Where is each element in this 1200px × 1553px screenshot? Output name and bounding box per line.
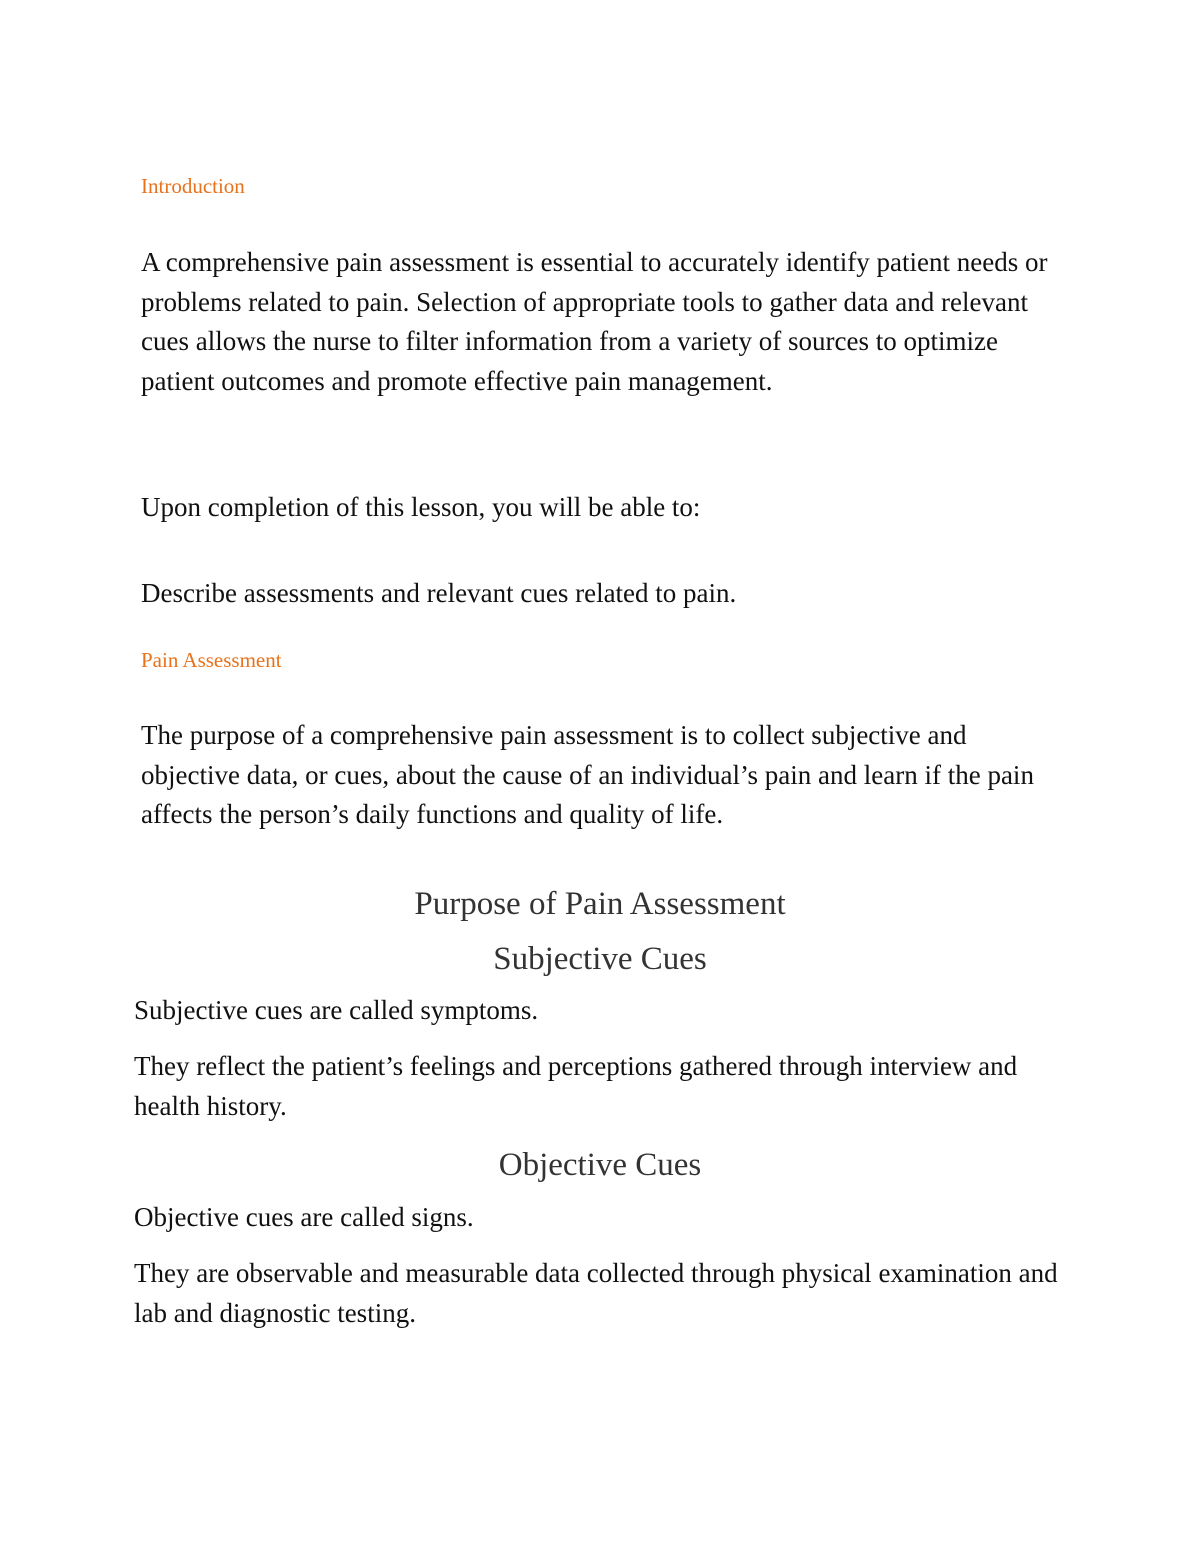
pain-assessment-heading: Pain Assessment — [141, 648, 282, 672]
objective-cues-definition: Objective cues are called signs. — [134, 1202, 474, 1232]
introduction-paragraph: A comprehensive pain assessment is essential to accurately identify patient needs or problems related to pain. Selection of appropriate tools to gather data and relevant cues allows the nurse to filter information from a variety of sources to optimize patient outcomes and promote effective pain management. — [141, 247, 1048, 396]
completion-line: Upon completion of this lesson, you will be able to: — [141, 492, 701, 522]
subjective-cues-heading: Subjective Cues — [493, 941, 707, 977]
purpose-heading: Purpose of Pain Assessment — [414, 886, 786, 922]
objective-cues-heading: Objective Cues — [498, 1147, 702, 1183]
introduction-heading: Introduction — [141, 174, 245, 198]
subjective-cues-definition: Subjective cues are called symptoms. — [134, 995, 539, 1025]
lesson-objective: Describe assessments and relevant cues related to pain. — [141, 578, 737, 608]
subjective-cues-description: They reflect the patient’s feelings and perceptions gathered through interview and health history. — [134, 1051, 1018, 1121]
pain-assessment-paragraph: The purpose of a comprehensive pain assessment is to collect subjective and objective data, or cues, about the cause of an individual’s pain and learn if the pain affects the person’s daily functions and quality of life. — [141, 720, 1034, 829]
objective-cues-description: They are observable and measurable data collected through physical examination and lab and diagnostic testing. — [134, 1258, 1058, 1328]
